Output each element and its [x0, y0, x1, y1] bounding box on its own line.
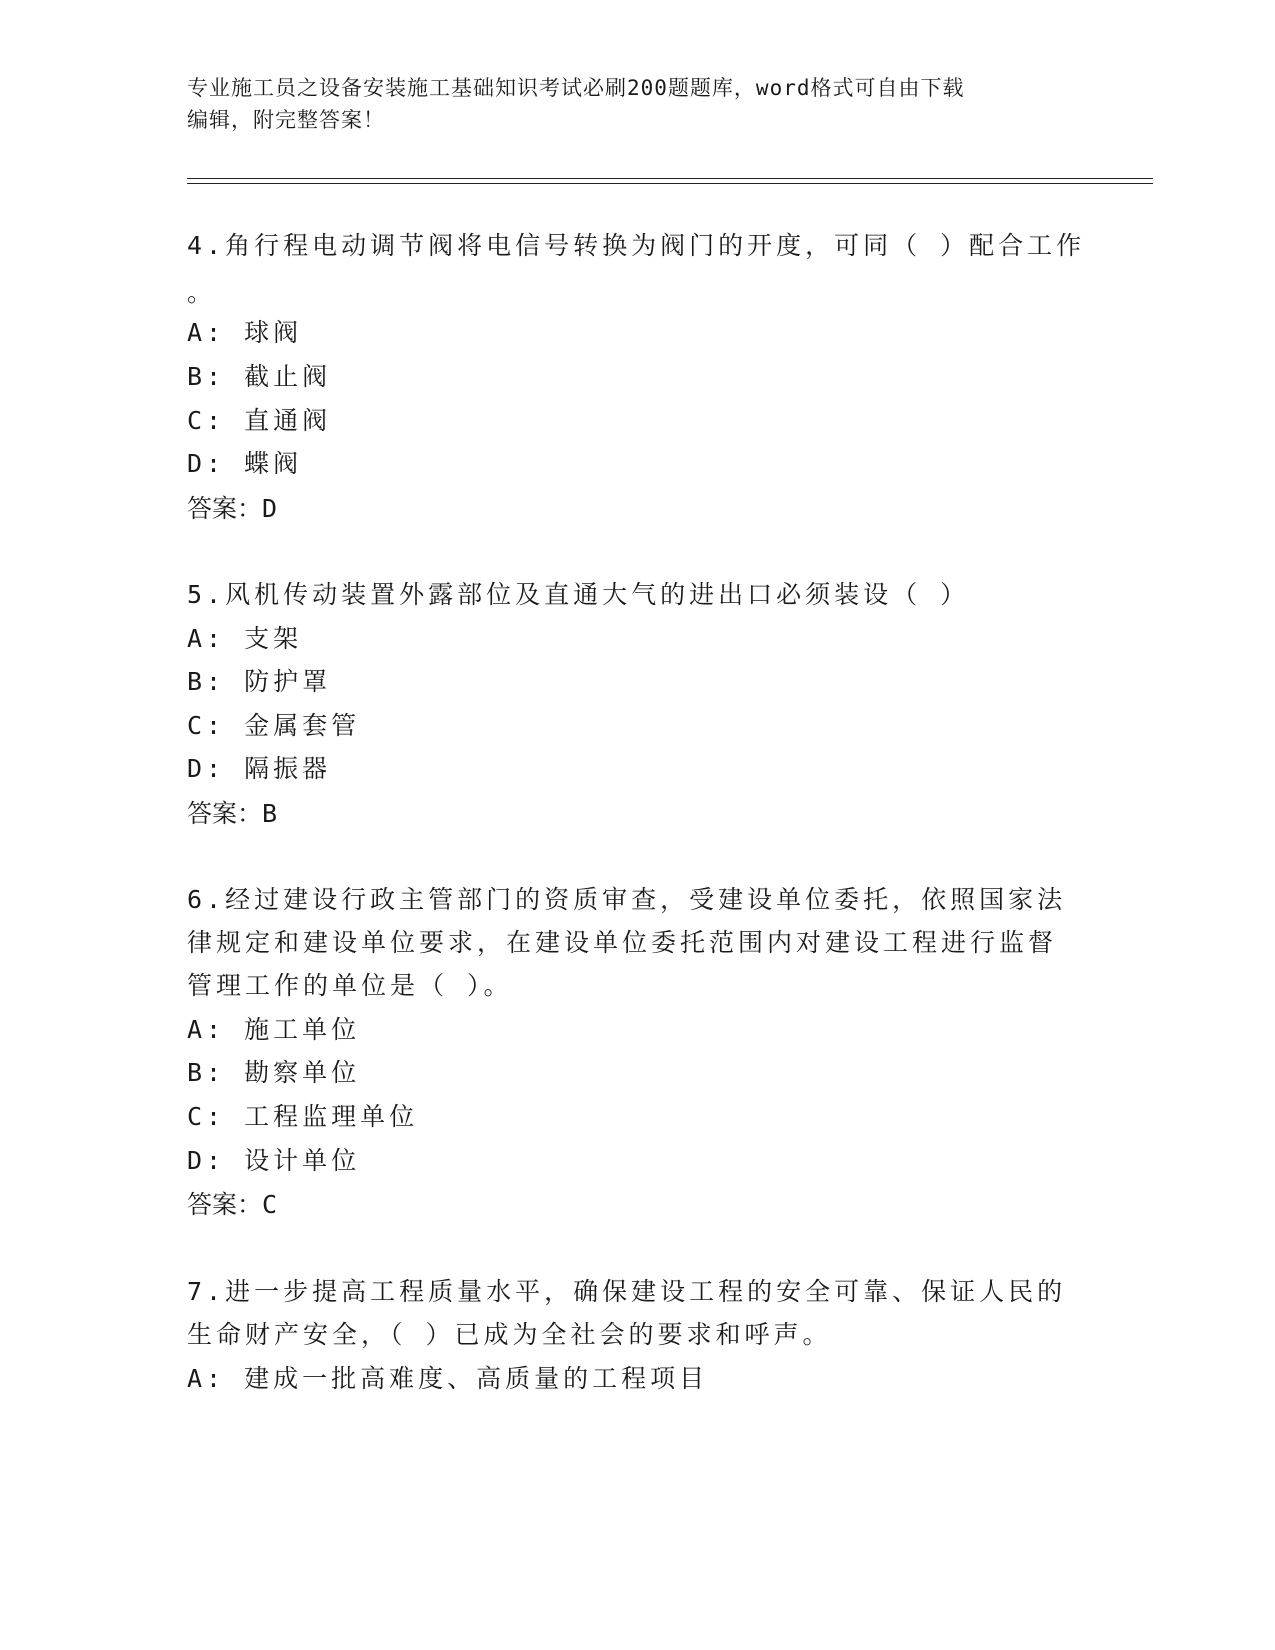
question-4-stem-line-1: 4.角行程电动调节阀将电信号转换为阀门的开度，可同（ ）配合工作 [187, 231, 1086, 260]
answer-label: 答案： [187, 494, 263, 523]
question-6-stem-line-2: 律规定和建设单位要求，在建设单位委托范围内对建设工程进行监督 [187, 928, 1058, 957]
question-4-option-c: C: 直通阀 [187, 406, 332, 435]
question-6-option-a: A: 施工单位 [187, 1015, 361, 1044]
question-4-option-d: D: 蝶阀 [187, 449, 303, 478]
header-divider-top [187, 178, 1153, 179]
question-6-option-b: B: 勘察单位 [187, 1058, 361, 1087]
header-title-line-2: 编辑，附完整答案！ [187, 108, 385, 132]
question-5-option-b: B: 防护罩 [187, 667, 332, 696]
question-7-option-a: A: 建成一批高难度、高质量的工程项目 [187, 1364, 709, 1393]
question-5-answer [187, 799, 277, 829]
question-6-stem-line-1: 6.经过建设行政主管部门的资质审查，受建设单位委托，依照国家法 [187, 885, 1067, 914]
header-divider-bottom [187, 183, 1153, 184]
answer-value: C [262, 1190, 278, 1219]
question-4-option-b: B: 截止阀 [187, 362, 332, 391]
question-7-stem-line-2: 生命财产安全，（ ）已成为全社会的要求和呼声。 [187, 1320, 832, 1349]
question-5-option-c: C: 金属套管 [187, 711, 361, 740]
question-7-stem-line-1: 7.进一步提高工程质量水平，确保建设工程的安全可靠、保证人民的 [187, 1277, 1067, 1306]
question-5-option-d: D: 隔振器 [187, 754, 332, 783]
question-5-option-a: A: 支架 [187, 624, 303, 653]
question-6-option-c: C: 工程监理单位 [187, 1102, 419, 1131]
question-6-stem-line-3: 管理工作的单位是（ ）。 [187, 971, 513, 1000]
question-4-answer [187, 494, 277, 524]
question-5-stem-line-1: 5.风机传动装置外露部位及直通大气的进出口必须装设（ ） [187, 580, 970, 609]
question-6-option-d: D: 设计单位 [187, 1146, 361, 1175]
document-header [187, 72, 1067, 136]
answer-value: B [262, 799, 278, 828]
question-4-stem-line-2: 。 [187, 278, 217, 307]
header-title-line-1: 专业施工员之设备安装施工基础知识考试必刷200题题库，word格式可自由下载 [187, 76, 965, 100]
question-4-option-a: A: 球阀 [187, 318, 303, 347]
answer-label: 答案： [187, 799, 263, 828]
answer-label: 答案： [187, 1190, 263, 1219]
question-6-answer [187, 1190, 277, 1220]
answer-value: D [262, 494, 278, 523]
